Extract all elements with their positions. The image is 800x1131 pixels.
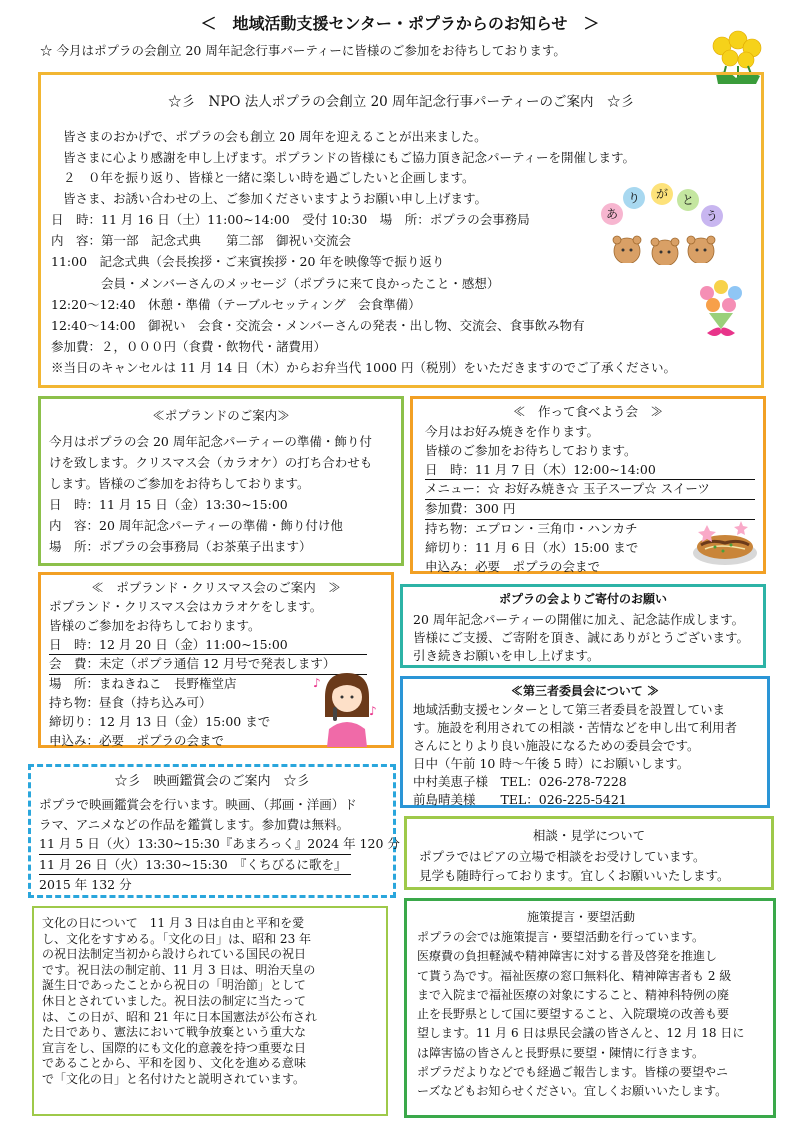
culture-day-line: た日であり、憲法において戦争放棄という重大な <box>42 1025 307 1040</box>
third-party-line: 日中（午前 10 時～午後 5 時）にお願いします。 <box>413 756 690 771</box>
policy-line: ーズなどもお知らせください。宜しくお願いいたします。 <box>417 1084 728 1099</box>
bouquet-icon <box>691 279 753 347</box>
cooking-line: 皆様のご参加をお待ちしております。 <box>425 442 637 458</box>
xmas-box <box>38 572 394 748</box>
party-detail-line: 日 時：11 月 16 日（土）11:00~14:00 受付 10:30 場 所：ポプラの会事務局 <box>51 212 530 227</box>
popland-line: けを致します。クリスマス会（カラオケ）の打ち合わせも <box>49 455 373 470</box>
third-party-title: ≪第三者委員会について ≫ <box>511 684 659 698</box>
xmas-line: ポプランド・クリスマス会はカラオケをします。 <box>49 599 323 614</box>
xmas-title: ≪ ポプランド・クリスマス会のご案内 ≫ <box>91 580 341 595</box>
balloon-icon: が <box>651 183 673 205</box>
party-detail-line: 参加費：２，０００円（食費・飲物代・諸費用） <box>51 339 327 355</box>
policy-lines <box>417 928 744 1102</box>
xmas-line: 持ち物：昼食（持ち込み可） <box>49 694 212 710</box>
party-detail-line: 内 容：第一部 記念式典 第二部 御祝い交流会 <box>51 233 352 249</box>
culture-day-line: し、文化をすすめる。「文化の日」は、昭和 23 年 <box>42 931 312 946</box>
policy-line: 望します。11 月 6 日は県民会議の皆さんと、12 月 18 日に <box>417 1026 745 1041</box>
third-party-lines <box>413 701 737 809</box>
xmas-line: 場 所：まねきねこ 長野権堂店 <box>49 676 237 692</box>
popland-line: 内 容：20 周年記念パーティーの準備・飾り付け他 <box>49 518 343 533</box>
popland-line: 今月はポプラの会 20 周年記念パーティーの準備・飾り付 <box>49 434 372 449</box>
cooking-line: メニュー：☆ お好み焼き☆ 玉子スープ☆ スイーツ <box>425 480 755 500</box>
cooking-line: 持ち物：エプロン・三角巾・ハンカチ <box>425 520 638 536</box>
xmas-line: 日 時：12 月 20 日（金）11:00~15:00 <box>49 636 367 656</box>
consult-lines <box>419 847 730 885</box>
third-party-line: さんにとりより良い施設になるための委員会です。 <box>413 738 700 753</box>
svg-text:♪: ♪ <box>369 704 377 718</box>
bears-icon <box>607 223 721 283</box>
popland-line: します。皆様のご参加をお待ちしております。 <box>49 476 310 491</box>
cooking-line: 今月はお好み焼きを作ります。 <box>425 424 600 439</box>
policy-line: 医療費の負担軽減や精神障害に対する普及啓発を推進し <box>417 949 718 964</box>
donation-line: 皆様にご支援、ご寄附を頂き、誠にありがとうございます。 <box>413 630 750 645</box>
party-details <box>51 209 676 379</box>
balloon-icon: う <box>701 205 723 227</box>
culture-day-line: であることから、平和を図り、文化を進める意味 <box>42 1056 307 1071</box>
policy-line: まで入院まで福祉医療の対象にすること、精神科特例の廃 <box>417 987 730 1002</box>
balloon-icon: あ <box>601 203 623 225</box>
consult-line: 見学も随時行っております。宜しくお願いいたします。 <box>419 868 730 883</box>
culture-day-box <box>32 906 388 1116</box>
page-title: ＜ 地域活動支援センター・ポプラからのお知らせ ＞ <box>200 14 600 33</box>
cooking-box <box>410 396 766 574</box>
consult-box <box>404 816 774 890</box>
cooking-line: 締切り：11 月 6 日（水）15:00 まで <box>425 539 639 555</box>
singer-icon <box>311 667 381 747</box>
party-intro-line: 皆さま、お誘い合わせの上、ご参加くださいますようお願い申し上げます。 <box>63 190 488 206</box>
cooking-line: 日 時：11 月 7 日（木）12:00~14:00 <box>425 461 755 481</box>
movie-box <box>28 764 400 898</box>
policy-line: 止を長野県として国に要望すること、入院環境の改善も要 <box>417 1007 730 1022</box>
xmas-line: 会 費：未定（ポプラ通信 12 月号で発表します） <box>49 655 367 675</box>
balloon-icon: り <box>623 187 645 209</box>
culture-day-line: 文化の日について 11 月 3 日は自由と平和を愛 <box>42 916 305 930</box>
cooking-line: 参加費：300 円 <box>425 500 755 520</box>
donation-title: ポプラの会よりご寄付のお願い <box>498 592 667 606</box>
donation-line: 20 周年記念パーティーの開催に加え、記念誌作成します。 <box>413 612 745 627</box>
party-box <box>38 72 764 388</box>
donation-box <box>400 584 766 668</box>
culture-day-line: 宣言をし、国際的にも文化的意義を持つ重要な日 <box>42 1040 307 1055</box>
xmas-line: 皆様のご参加をお待ちしております。 <box>49 617 261 633</box>
movie-title: ☆彡 映画鑑賞会のご案内 ☆彡 <box>114 774 310 789</box>
policy-line: て貰う為です。福祉医療の窓口無料化、精神障害者も 2 級 <box>417 968 732 983</box>
culture-day-line: で「文化の日」と名付けたと説明されています。 <box>42 1071 306 1086</box>
party-detail-line: 11:00 記念式典（会長挨拶・ご来賓挨拶・20 年を映像等で振り返り <box>51 254 445 270</box>
culture-day-line: 誕生日であったことから祝日の「明治節」として <box>42 978 306 993</box>
culture-day-line: の祝日法制定当初から設けられている国民の祝日 <box>42 947 307 962</box>
popland-line: 場 所：ポプラの会事務局（お茶菓子出ます） <box>49 539 312 554</box>
policy-line: ポプラの会では施策提言・要望活動を行っています。 <box>417 930 705 944</box>
popland-box <box>38 396 404 566</box>
movie-line: ラマ、アニメなどの作品を鑑賞します。参加費は無料。 <box>39 816 350 832</box>
page-subtitle: ☆ 今月はポプラの会創立 20 周年記念行事パーティーに皆様のご参加をお待ちしております。 <box>40 43 566 58</box>
movie-line: 2015 年 132 分 <box>39 877 132 892</box>
culture-day-line: 休日とされていました。祝日法の制定に当たって <box>42 993 307 1008</box>
popland-lines <box>49 431 372 557</box>
third-party-box <box>400 676 770 808</box>
balloon-icon: と <box>677 189 699 211</box>
party-detail-line: 会員・メンバーさんのメッセージ（ポプラに来て良かったこと・感想） <box>51 275 500 291</box>
policy-box <box>404 898 776 1118</box>
consult-line: ポプラではピアの立場で相談をお受けしています。 <box>419 849 706 864</box>
popland-title: ≪ポプランドのご案内≫ <box>152 408 290 423</box>
third-party-line: 地域活動支援センターとして第三者委員を設置していま <box>413 702 726 717</box>
party-intro-line: ２ ０年を振り返り、皆様と一緒に楽しい時を過ごしたいと企画します。 <box>63 170 475 185</box>
svg-text:♪: ♪ <box>313 676 321 690</box>
movie-line: ポプラで映画鑑賞会を行います。映画、（邦画・洋画）ド <box>39 797 357 812</box>
policy-line: は障害協の皆さんと長野県に要望・陳情に行きます。 <box>417 1045 705 1060</box>
xmas-line: 締切り：12 月 13 日（金）15:00 まで <box>49 713 271 729</box>
movie-lines <box>39 795 400 895</box>
cooking-title: ≪ 作って食べよう会 ≫ <box>512 404 663 419</box>
party-detail-line: 12:20～12:40 休憩・準備（テーブルセッティング 会食準備） <box>51 296 421 312</box>
party-title: ☆彡 NPO 法人ポプラの会創立 20 周年記念行事パーティーのご案内 ☆彡 <box>168 94 634 110</box>
policy-title: 施策提言・要望活動 <box>527 910 636 924</box>
culture-day-line: は、この日が、昭和 21 年に日本国憲法が公布され <box>42 1009 317 1024</box>
donation-lines <box>413 611 749 665</box>
third-party-line: 前島晴美様 TEL：026-225-5421 <box>413 792 627 807</box>
party-intro-line: 皆さまのおかげで、ポプラの会も創立 20 周年を迎えることが出来ました。 <box>63 129 487 144</box>
xmas-line: 申込み：必要 ポプラの会まで <box>49 732 225 748</box>
culture-day-lines <box>42 916 317 1088</box>
cooking-line: 申込み：必要 ポプラの会まで <box>425 558 601 574</box>
thank-you-illustration <box>597 183 727 283</box>
party-intro <box>63 127 635 209</box>
culture-day-line: です。祝日法の制定前、11 月 3 日は、明治天皇の <box>42 962 316 977</box>
consult-title: 相談・見学について <box>532 828 646 843</box>
third-party-line: す。施設を利用されての相談・苦情などを申し出て利用者 <box>413 720 738 735</box>
third-party-line: 中村美恵子様 TEL：026-278-7228 <box>413 774 627 789</box>
popland-line: 日 時：11 月 15 日（金）13:30~15:00 <box>49 497 288 512</box>
policy-line: ポプラだよりなどでも経過ご報告します。皆様の要望やニ <box>417 1065 729 1080</box>
party-detail-line: 12:40～14:00 御祝い 会食・交流会・メンバーさんの発表・出し物、交流会、食事飲み物有 <box>51 318 585 334</box>
okonomiyaki-icon <box>691 517 761 569</box>
donation-line: 引き続きお願いを申し上げます。 <box>413 648 600 663</box>
movie-line: 11 月 26 日（火）13:30~15:30 『くちびるに歌を』 <box>39 855 351 876</box>
movie-line: 11 月 5 日（火）13:30~15:30『あまろっく』2024 年 120 分 <box>39 834 351 855</box>
party-detail-line: ※当日のキャンセルは 11 月 14 日（木）からお弁当代 1000 円（税別）をいただきますのでご了承ください。 <box>51 360 676 376</box>
party-intro-line: 皆さまに心より感謝を申し上げます。ポプランドの皆様にもご協力頂き記念パーティーを開催します。 <box>63 149 636 165</box>
